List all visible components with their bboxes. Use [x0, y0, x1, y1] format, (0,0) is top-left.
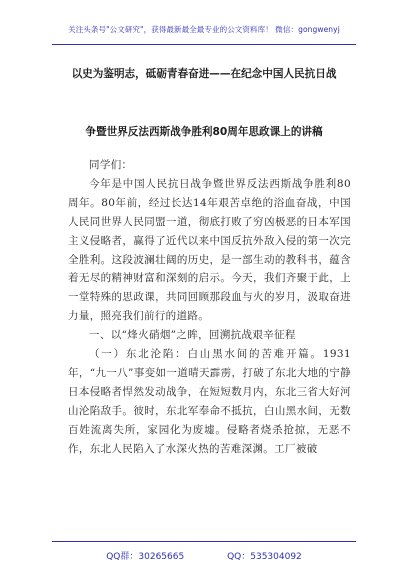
document-body: [68, 156, 351, 459]
header-watermark-note: 关注头条号"公文研究"，获得最新最全最专业的公文资料库！ 微信：gongwenyj: [68, 25, 340, 34]
paragraph-northeast: （一）东北沦陷：白山黑水间的苦难开篇。1931年，“九一八”事变如一道晴天霹雳，打破了东北大地的宁静日本侵略者悍然发动战争，在短短数月内，东北三省大好河山沦陷敌手。彼时，东北军奉命不抵抗，白山黑水间，无数百姓流离失所，家园化为废墟。侵略者烧杀抢掠，无恶不作，东北人民陷入了水深火热的苦难深渊。工厂被破: [68, 348, 351, 455]
footer-contact: [0, 549, 408, 562]
header-divider: [52, 44, 356, 45]
footer-qq-number: QQ：535304092: [227, 552, 302, 562]
greeting: 同学们：: [89, 159, 133, 171]
document-title: 以史为鉴明志，砥砺青春奋进——在纪念中国人民抗日战: [71, 68, 337, 80]
section-heading-1: 一、以“烽火硝烟”之眸，回溯抗战艰辛征程: [89, 329, 296, 342]
footer-qq-group: QQ群：30265665: [106, 552, 185, 562]
document-subtitle: 争暨世界反法西斯战争胜利80周年思政课上的讲稿: [85, 126, 323, 138]
paragraph-intro: 今年是中国人民抗日战争暨世界反法西斯战争胜利80周年。80年前，经过长达14年艰苦卓绝的浴血奋战，中国人民同世界人民同盟一道，彻底打败了穷凶极恶的日本军国主义侵略者，赢得了近代以来中国反抗外敌入侵的第一次完全胜利。这段波澜壮阔的历史，是一部生动的教科书，蕴含着无尽的精神财富和深刻的启示。今天，我们齐聚于此，上一堂特殊的思政课，共同回顾那段血与火的岁月，汲取奋进力量，照亮我们前行的道路。: [68, 177, 351, 323]
footer-divider: [52, 541, 356, 542]
